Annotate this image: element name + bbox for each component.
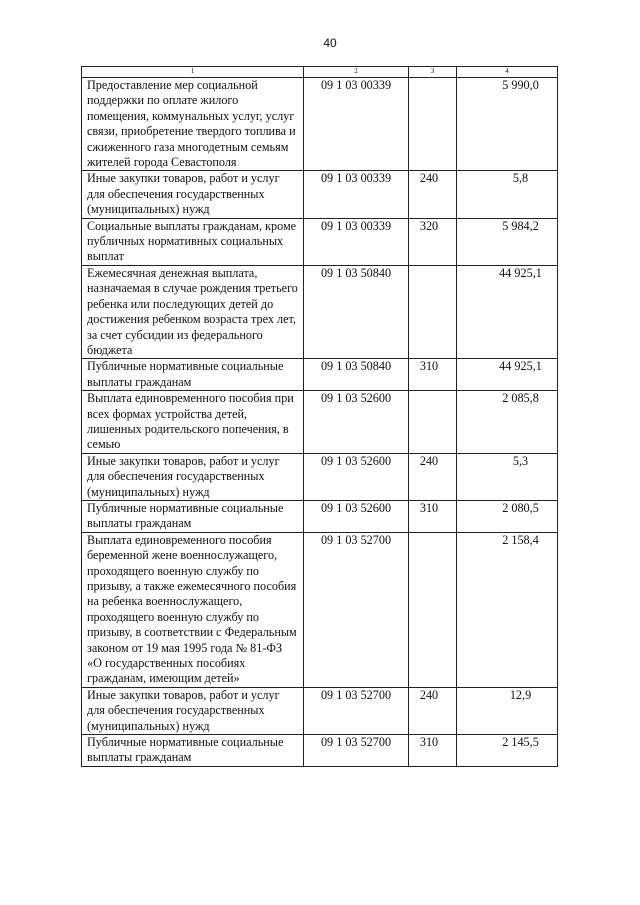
table-row — [82, 500, 558, 532]
row-amount: 44 925,1 — [457, 359, 558, 391]
row-type — [409, 532, 457, 687]
row-amount: 5 984,2 — [457, 218, 558, 265]
row-type: 310 — [409, 735, 457, 767]
row-name: Ежемесячная денежная выплата, назначаемая в случае рождения третьего ребенка или последующих детей до достижения ребенком возраста трех лет, за счет субсидии из федерального бюджета — [82, 265, 304, 358]
row-type — [409, 391, 457, 454]
table-row — [82, 391, 558, 454]
row-amount: 2 158,4 — [457, 532, 558, 687]
row-amount: 12,9 — [457, 687, 558, 734]
row-code: 09 1 03 52700 — [304, 532, 409, 687]
row-amount: 2 085,8 — [457, 391, 558, 454]
row-name: Публичные нормативные социальные выплаты гражданам — [82, 735, 304, 767]
row-name: Иные закупки товаров, работ и услуг для обеспечения государственных (муниципальных) нужд — [82, 687, 304, 734]
row-name: Иные закупки товаров, работ и услуг для обеспечения государственных (муниципальных) нужд — [82, 171, 304, 218]
row-code: 09 1 03 52600 — [304, 500, 409, 532]
table-row — [82, 687, 558, 734]
column-header-2: 2 — [304, 67, 409, 78]
table-row — [82, 78, 558, 171]
row-code: 09 1 03 52600 — [304, 453, 409, 500]
table-row — [82, 265, 558, 358]
row-code: 09 1 03 50840 — [304, 265, 409, 358]
row-type — [409, 265, 457, 358]
row-code: 09 1 03 52700 — [304, 687, 409, 734]
row-type: 320 — [409, 218, 457, 265]
row-code: 09 1 03 52600 — [304, 391, 409, 454]
row-type: 240 — [409, 453, 457, 500]
row-name: Публичные нормативные социальные выплаты гражданам — [82, 500, 304, 532]
table-row — [82, 171, 558, 218]
row-code: 09 1 03 00339 — [304, 78, 409, 171]
budget-table — [81, 66, 558, 767]
row-type: 310 — [409, 359, 457, 391]
row-amount: 44 925,1 — [457, 265, 558, 358]
row-amount: 2 080,5 — [457, 500, 558, 532]
table-row — [82, 453, 558, 500]
row-code: 09 1 03 50840 — [304, 359, 409, 391]
column-header-4: 4 — [457, 67, 558, 78]
row-amount: 5,8 — [457, 171, 558, 218]
row-type: 240 — [409, 171, 457, 218]
column-header-3: 3 — [409, 67, 457, 78]
table-row — [82, 532, 558, 687]
row-amount: 5,3 — [457, 453, 558, 500]
row-name: Социальные выплаты гражданам, кроме публичных нормативных социальных выплат — [82, 218, 304, 265]
row-code: 09 1 03 00339 — [304, 171, 409, 218]
table-row — [82, 359, 558, 391]
row-code: 09 1 03 00339 — [304, 218, 409, 265]
column-number-row — [82, 67, 558, 78]
table-row — [82, 218, 558, 265]
page-number: 40 — [323, 36, 337, 50]
row-type — [409, 78, 457, 171]
row-code: 09 1 03 52700 — [304, 735, 409, 767]
table-row — [82, 735, 558, 767]
row-amount: 5 990,0 — [457, 78, 558, 171]
row-type: 310 — [409, 500, 457, 532]
row-type: 240 — [409, 687, 457, 734]
row-name: Предоставление мер социальной поддержки по оплате жилого помещения, коммунальных услуг, услуг связи, приобретение твердого топлива и сжиженного газа многодетным семьям жителей города Севастополя — [82, 78, 304, 171]
row-amount: 2 145,5 — [457, 735, 558, 767]
row-name: Выплата единовременного пособия при всех формах устройства детей, лишенных родительского попечения, в семью — [82, 391, 304, 454]
row-name: Выплата единовременного пособия беременной жене военнослужащего, проходящего военную службу по призыву, а также ежемесячного пособия на ребенка военнослужащего, проходящего военную службу по призыву, в соответствии с Федеральным законом от 19 мая 1995 года № 81-ФЗ «О государственных пособиях гражданам, имеющим детей» — [82, 532, 304, 687]
row-name: Иные закупки товаров, работ и услуг для обеспечения государственных (муниципальных) нужд — [82, 453, 304, 500]
row-name: Публичные нормативные социальные выплаты гражданам — [82, 359, 304, 391]
column-header-1: 1 — [82, 67, 304, 78]
